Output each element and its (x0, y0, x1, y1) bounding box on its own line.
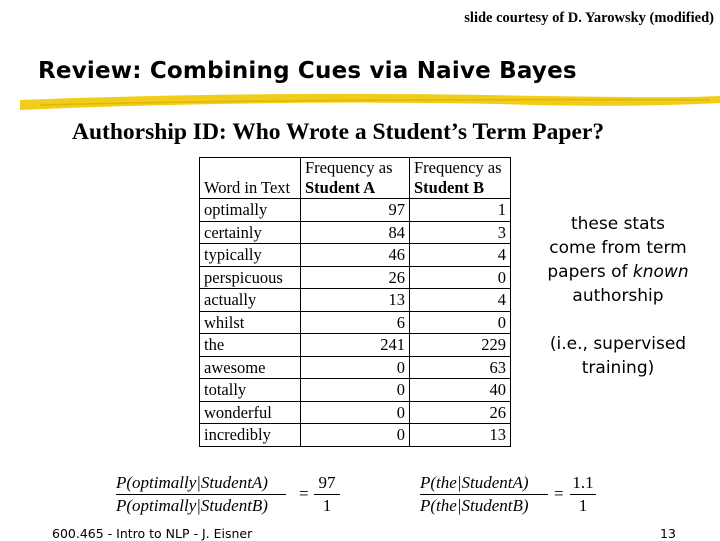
cell-freq-b: 4 (410, 289, 511, 312)
cell-word: typically (200, 244, 301, 267)
note-line: training) (581, 358, 655, 378)
title-underline-swoosh (20, 88, 720, 114)
cell-freq-b: 40 (410, 379, 511, 402)
slide-credit: slide courtesy of D. Yarowsky (modified) (464, 10, 714, 26)
cell-freq-a: 0 (301, 356, 410, 379)
note-emphasis: known (632, 262, 689, 282)
ratio-fraction (116, 472, 294, 517)
cell-freq-a: 46 (301, 244, 410, 267)
cell-word: optimally (200, 199, 301, 222)
ratio-value (314, 472, 340, 517)
cell-freq-a: 13 (301, 289, 410, 312)
ratio-value-denominator: 1 (578, 496, 588, 515)
cell-freq-b: 229 (410, 334, 511, 357)
likelihood-ratio-the (420, 472, 610, 522)
cell-word: awesome (200, 356, 301, 379)
cell-word: certainly (200, 221, 301, 244)
supervised-note (536, 212, 700, 308)
ratio-numerator: P(the|StudentA) (420, 473, 529, 492)
ratio-value (570, 472, 596, 517)
header-word: Word in Text (200, 158, 301, 199)
cell-freq-b: 13 (410, 424, 511, 447)
cell-freq-b: 26 (410, 401, 511, 424)
header-student-a: Frequency as Student A (301, 158, 410, 199)
cell-freq-b: 3 (410, 221, 511, 244)
cell-word: the (200, 334, 301, 357)
cell-freq-a: 26 (301, 266, 410, 289)
supervised-paren-note (536, 332, 700, 380)
table-row (200, 199, 511, 222)
cell-freq-b: 0 (410, 266, 511, 289)
note-line: authorship (572, 286, 664, 306)
ratio-denominator: P(the|StudentB) (420, 496, 529, 515)
table-row (200, 334, 511, 357)
cell-freq-a: 241 (301, 334, 410, 357)
likelihood-ratio-optimally (116, 472, 346, 522)
header-student-b: Frequency as Student B (410, 158, 511, 199)
cell-freq-a: 97 (301, 199, 410, 222)
cell-word: perspicuous (200, 266, 301, 289)
cell-word: actually (200, 289, 301, 312)
ratio-value-denominator: 1 (322, 496, 332, 515)
ratio-value-numerator: 97 (318, 473, 336, 492)
cell-freq-a: 0 (301, 401, 410, 424)
cell-freq-b: 63 (410, 356, 511, 379)
ratio-denominator: P(optimally|StudentB) (116, 496, 268, 515)
ratio-numerator: P(optimally|StudentA) (116, 473, 268, 492)
cell-freq-a: 0 (301, 379, 410, 402)
slide-footer: 600.465 - Intro to NLP - J. Eisner (52, 526, 253, 541)
cell-freq-b: 0 (410, 311, 511, 334)
cell-freq-a: 6 (301, 311, 410, 334)
table-row (200, 221, 511, 244)
table-row (200, 356, 511, 379)
cell-freq-b: 1 (410, 199, 511, 222)
note-line: come from term (549, 238, 687, 258)
cell-freq-a: 0 (301, 424, 410, 447)
frequency-table (199, 157, 511, 447)
cell-freq-b: 4 (410, 244, 511, 267)
equals-sign: = (554, 484, 564, 503)
table-row (200, 424, 511, 447)
table-row (200, 289, 511, 312)
cell-word: incredibly (200, 424, 301, 447)
note-line: (i.e., supervised (549, 334, 687, 354)
table-row (200, 379, 511, 402)
page-number: 13 (660, 526, 676, 541)
cell-freq-a: 84 (301, 221, 410, 244)
ratio-value-numerator: 1.1 (572, 473, 594, 492)
table-row (200, 266, 511, 289)
table-row (200, 401, 511, 424)
cell-word: totally (200, 379, 301, 402)
note-line: these stats (570, 214, 666, 234)
table-header-row (200, 158, 511, 199)
slide-title: Review: Combining Cues via Naive Bayes (38, 58, 577, 84)
table-row (200, 244, 511, 267)
slide-subtitle: Authorship ID: Who Wrote a Student’s Term Paper? (72, 119, 605, 145)
equals-sign: = (299, 484, 309, 503)
note-line: papers of (547, 262, 633, 282)
cell-word: whilst (200, 311, 301, 334)
cell-word: wonderful (200, 401, 301, 424)
table-row (200, 311, 511, 334)
ratio-fraction (420, 472, 550, 517)
